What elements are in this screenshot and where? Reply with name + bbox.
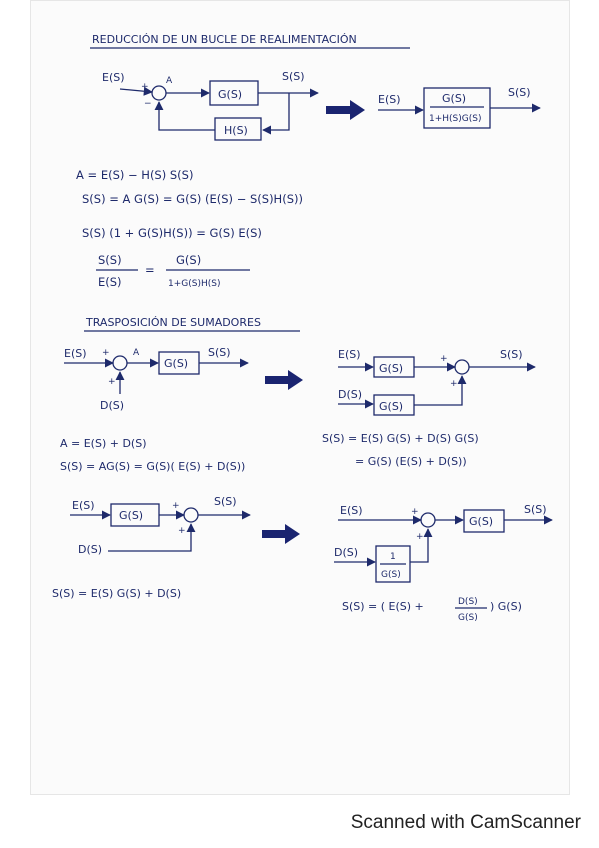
equivalence-arrow (326, 100, 365, 120)
output-label: S(S) (508, 86, 531, 99)
inverse-denominator: G(S) (381, 570, 401, 580)
equation-3: S(S) (1 + G(S)H(S)) = G(S) E(S) (82, 226, 262, 240)
summing-junction (152, 86, 166, 100)
node-label: A (166, 76, 173, 86)
output-label: S(S) (500, 348, 523, 361)
diagram-summer-after-block (338, 348, 535, 415)
g-block-label: G(S) (218, 88, 243, 101)
diagram-feedback-loop (102, 70, 318, 140)
equals: = (145, 263, 155, 277)
plus-sign-1: + (102, 348, 110, 358)
input-label: E(S) (72, 499, 95, 512)
diagram-reduced (378, 86, 540, 128)
plus-sign-2: + (450, 379, 458, 389)
fraction-numerator: G(S) (442, 92, 467, 105)
equation-right-rhs: ) G(S) (490, 600, 522, 613)
output-label: S(S) (282, 70, 305, 83)
inverse-numerator: 1 (390, 552, 396, 562)
h-block-label: H(S) (224, 124, 248, 137)
equation-right-denominator: G(S) (458, 613, 478, 623)
equation-left-1: A = E(S) + D(S) (60, 437, 147, 450)
summing-junction (455, 360, 469, 374)
section-title-feedback-reduction: REDUCCIÓN DE UN BUCLE DE REALIMENTACIÓN (92, 33, 357, 46)
g-block-label: G(S) (164, 357, 189, 370)
fraction-denominator: 1+H(S)G(S) (429, 114, 482, 124)
lhs-numerator: S(S) (98, 253, 122, 267)
disturbance-label: D(S) (338, 388, 363, 401)
plus-sign-2: + (416, 532, 424, 542)
summing-junction (421, 513, 435, 527)
equation-right (342, 597, 522, 623)
output-label: S(S) (208, 346, 231, 359)
summing-junction (184, 508, 198, 522)
input-label: E(S) (338, 348, 361, 361)
plus-sign-1: + (440, 354, 448, 364)
plus-sign-2: + (178, 526, 186, 536)
g-block-2-label: G(S) (379, 400, 404, 413)
section-title-summer-transposition: TRASPOSICIÓN DE SUMADORES (86, 316, 261, 329)
input-label: E(S) (102, 71, 125, 84)
disturbance-label: D(S) (78, 543, 103, 556)
feedback-path (263, 93, 289, 130)
plus-sign: + (141, 82, 149, 92)
equivalence-arrow (265, 370, 303, 390)
input-label: E(S) (378, 93, 401, 106)
g-block-label: G(S) (119, 509, 144, 522)
node-label: A (133, 348, 140, 358)
disturbance-label: D(S) (334, 546, 359, 559)
minus-sign: − (144, 99, 152, 109)
equation-right-numerator: D(S) (458, 597, 478, 607)
input-label: E(S) (340, 504, 363, 517)
equation-left-2: S(S) = AG(S) = G(S)( E(S) + D(S)) (60, 460, 246, 473)
equation-right-2: = G(S) (E(S) + D(S)) (355, 455, 467, 468)
lhs-denominator: E(S) (98, 275, 122, 289)
equivalence-arrow (262, 524, 300, 544)
input-label: E(S) (64, 347, 87, 360)
output-label: S(S) (524, 503, 547, 516)
summing-junction (113, 356, 127, 370)
equation-right-lhs: S(S) = ( E(S) + (342, 600, 424, 613)
rhs-numerator: G(S) (176, 253, 202, 267)
equation-2: S(S) = A G(S) = G(S) (E(S) − S(S)H(S)) (82, 192, 303, 206)
scanner-watermark: Scanned with CamScanner (350, 812, 581, 833)
diagram-summer-before-block (64, 346, 248, 412)
plus-sign-2: + (108, 377, 116, 387)
rhs-denominator: 1+G(S)H(S) (168, 279, 221, 289)
plus-sign-1: + (411, 507, 419, 517)
diagram-summer-before-block-equivalent (334, 503, 552, 582)
output-label: S(S) (214, 495, 237, 508)
feedback-return (159, 102, 215, 130)
plus-sign-1: + (172, 501, 180, 511)
disturbance-label: D(S) (100, 399, 125, 412)
g-block-label: G(S) (469, 515, 494, 528)
equation-1: A = E(S) − H(S) S(S) (76, 168, 194, 182)
diagram-summer-after-block-original (70, 495, 250, 556)
equation-right-1: S(S) = E(S) G(S) + D(S) G(S) (322, 432, 479, 445)
equation-left: S(S) = E(S) G(S) + D(S) (52, 587, 182, 600)
equation-4 (96, 253, 250, 289)
g-block-1-label: G(S) (379, 362, 404, 375)
